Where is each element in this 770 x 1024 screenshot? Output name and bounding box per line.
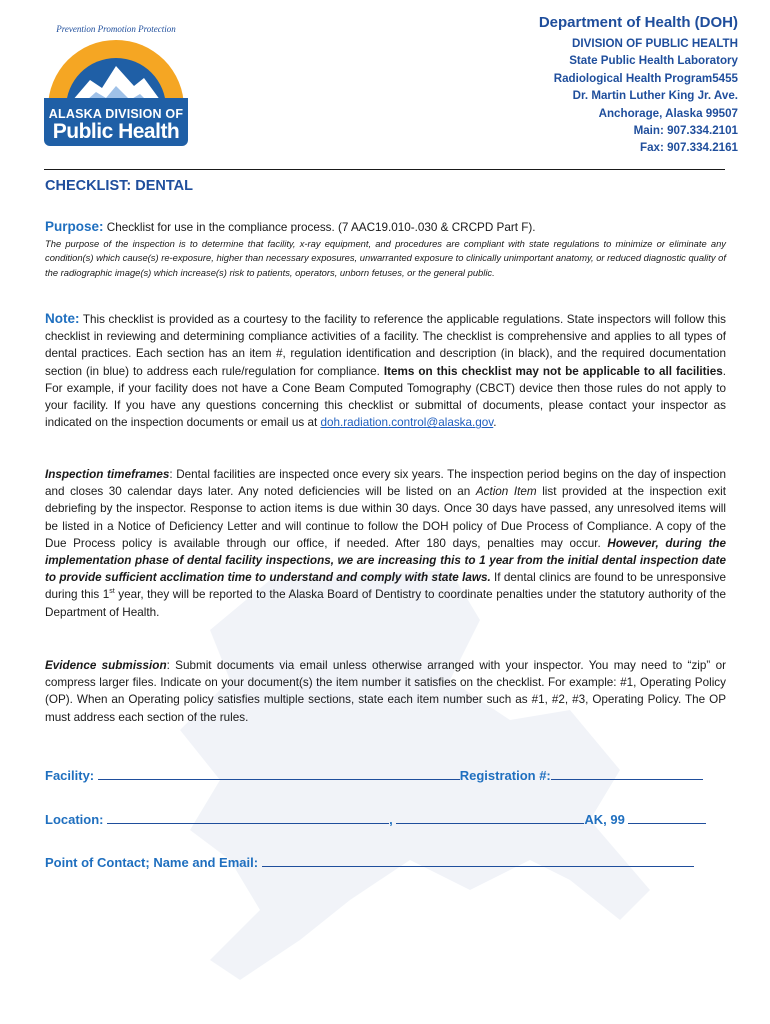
- contact-row: [45, 853, 694, 870]
- location-label: Location:: [45, 812, 104, 827]
- location-city-input[interactable]: [107, 810, 389, 824]
- timeframes-section: [45, 466, 726, 621]
- action-item-term: Action Item: [475, 485, 537, 499]
- timeframes-text-2: list provided at the inspection exit debriefing by the inspector. Response to action items is due within 30 days. Once 30 days have passed, any unresolved items will be listed in a Notice of Deficiency Letter and will continue to follow the DOH policy of Due Process of Compliance. A copy of the Due Process policy is available through our office, if needed. After 180 days, penalties may occur.: [45, 485, 726, 550]
- note-section: [45, 310, 726, 431]
- note-text-1: This checklist is provided as a courtesy to the facility to reference the applicable regulations. State inspectors will follow this checklist in reviewing and determining compliance activities of a facility. The checklist is comprehensive and applies to all types of dental practices. Each section has an item #, regulation identification and description (in black), and the required documentation section (in blue) to address each rule/regulation for compliance.: [45, 313, 726, 378]
- alaska-map-watermark: [150, 560, 670, 1020]
- timeframes-text-3: If dental clinics are found to be unresponsive during this 1: [45, 571, 727, 602]
- ak-zip-label: AK, 99: [584, 812, 625, 827]
- note-text-2: . For example, if your facility does not have a Cone Beam Computed Tomography (CBCT) device then those rules do not apply to your facility. If you have any questions concerning this checklist or submittal of documents, please contact your inspector as indicated on the inspection documents or email us at: [45, 364, 726, 430]
- facility-input[interactable]: [98, 766, 460, 780]
- logo-arc-text: Prevention Promotion Protection: [56, 24, 176, 34]
- evidence-section: [45, 657, 726, 726]
- city-address: Anchorage, Alaska 99507: [598, 106, 738, 120]
- public-health-logo: [44, 14, 188, 146]
- location-comma: ,: [389, 812, 393, 827]
- registration-input[interactable]: [551, 766, 703, 780]
- timeframes-label: Inspection timeframes: [45, 468, 170, 481]
- logo-line-2: Public Health: [52, 120, 180, 143]
- ordinal-suffix: st: [109, 588, 115, 596]
- note-bold-text: Items on this checklist may not be applicable to all facilities: [383, 364, 723, 378]
- header-divider: [44, 169, 725, 170]
- timeframes-text-1: : Dental facilities are inspected once every six years. The inspection period begins on the day of inspection and closes 30 calendar days later. Any noted deficiencies will be listed on an: [45, 468, 726, 499]
- zip-input[interactable]: [628, 810, 706, 824]
- fax-number: Fax: 907.334.2161: [640, 141, 738, 155]
- evidence-text: : Submit documents via email unless otherwise arranged with your inspector. You may need to “zip” or compress larger files. Indicate on your document(s) the item number it satisfies on the checklist. For example: #1, Operating Policy (OP). When an Operating policy satisfies multiple sections, state each item number such as #1, #2, #3, Operating Policy. The OP must address each section of the rules.: [45, 659, 726, 724]
- sun-mountain-emblem: [44, 14, 188, 110]
- location-state-input[interactable]: [396, 810, 584, 824]
- location-row: [45, 810, 706, 827]
- purpose-label: Purpose:: [45, 219, 104, 234]
- page-title: CHECKLIST: DENTAL: [45, 178, 193, 194]
- lab-name: State Public Health Laboratory: [569, 54, 738, 68]
- street-address: Dr. Martin Luther King Jr. Ave.: [572, 89, 738, 103]
- purpose-text: Checklist for use in the compliance process. (7 AAC19.010-.030 & CRCPD Part F).: [103, 221, 536, 234]
- email-link[interactable]: doh.radiation.control@alaska.gov: [320, 416, 494, 430]
- purpose-detail: The purpose of the inspection is to determine that facility, x-ray equipment, and procedures are compliant with state regulations to minimize or eliminate any condition(s) which cause(s) re-exposure, higher than necessary exposures, unwarranted exposure to clinically unimportant anatomy, or reduced diagnostic quality of the radiographic image(s) which increase(s) risk to patients, operators, unborn fetuses, or the general public.: [45, 238, 726, 278]
- note-label: Note:: [45, 311, 80, 326]
- timeframes-text-4: year, they will be reported to the Alaska Board of Dentistry to coordinate penalties under the statutory authority of the Department of Health.: [45, 588, 726, 619]
- division-name: DIVISION OF PUBLIC HEALTH: [572, 37, 738, 50]
- purpose-section: [45, 218, 726, 236]
- facility-label: Facility:: [45, 768, 95, 783]
- main-phone: Main: 907.334.2101: [633, 124, 738, 138]
- facility-row: [45, 766, 703, 783]
- header-address: [539, 14, 738, 157]
- contact-label: Point of Contact; Name and Email:: [45, 855, 259, 870]
- evidence-label: Evidence submission: [45, 659, 167, 672]
- logo-line-1: ALASKA DIVISION OF: [48, 107, 184, 121]
- timeframes-italic-note: However, during the implementation phase of dental facility inspections, we are increasing this to 1 year from the initial dental inspection date to provide sufficient acclimation time to understand and comply with state laws.: [45, 536, 726, 585]
- program-name: Radiological Health Program5455: [553, 71, 738, 85]
- department-name: Department of Health (DOH): [538, 14, 738, 31]
- registration-label: Registration #:: [459, 768, 551, 783]
- contact-input[interactable]: [262, 853, 694, 867]
- note-end: .: [493, 416, 497, 430]
